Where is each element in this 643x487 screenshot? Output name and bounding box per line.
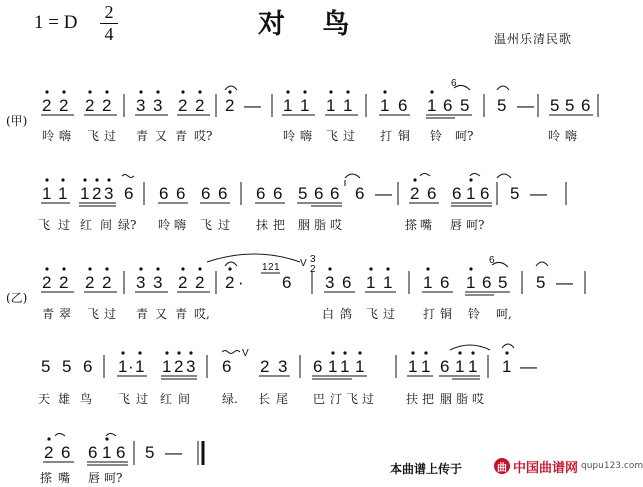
svg-text:青: 青 <box>136 307 149 321</box>
svg-text:过: 过 <box>136 392 149 406</box>
svg-text:6: 6 <box>398 96 408 115</box>
svg-text:V: V <box>300 258 307 269</box>
slur-row-3 <box>207 254 300 262</box>
svg-text:1: 1 <box>328 357 338 376</box>
svg-text:6: 6 <box>124 184 134 203</box>
svg-text:2: 2 <box>260 357 270 376</box>
svg-text:脂: 脂 <box>456 392 469 406</box>
svg-text:2: 2 <box>59 273 69 292</box>
svg-text:1: 1 <box>326 96 336 115</box>
trill-row-2 <box>122 175 134 178</box>
svg-text:6: 6 <box>581 96 591 115</box>
octave-dots-row-5 <box>47 437 108 440</box>
svg-text:2: 2 <box>92 184 102 203</box>
svg-text:6: 6 <box>314 184 324 203</box>
svg-text:5: 5 <box>62 357 72 376</box>
svg-text:胭: 胭 <box>298 218 311 232</box>
svg-text:1: 1 <box>102 443 112 462</box>
svg-text:3: 3 <box>325 273 335 292</box>
svg-text:飞: 飞 <box>87 307 100 321</box>
svg-text:2: 2 <box>178 273 188 292</box>
svg-text:3: 3 <box>136 96 146 115</box>
svg-text:1: 1 <box>300 96 310 115</box>
system-2 <box>38 174 566 233</box>
svg-text:飞: 飞 <box>200 218 213 232</box>
svg-text:—: — <box>520 357 537 376</box>
svg-text:间: 间 <box>178 392 191 406</box>
svg-text:5: 5 <box>497 96 507 115</box>
notes-row-5 <box>44 443 182 462</box>
svg-text:呤: 呤 <box>283 129 296 143</box>
svg-text:飞: 飞 <box>87 129 100 143</box>
svg-text:汀: 汀 <box>330 392 343 406</box>
svg-text:搽: 搽 <box>40 471 53 485</box>
svg-text:1: 1 <box>423 273 433 292</box>
svg-text:5: 5 <box>145 443 155 462</box>
beams-row-3 <box>41 292 510 295</box>
svg-text:嘴: 嘴 <box>58 471 71 485</box>
svg-text:哎,: 哎, <box>194 307 210 321</box>
lyrics-row-1 <box>42 128 577 143</box>
svg-text:6: 6 <box>443 96 453 115</box>
svg-text:过: 过 <box>58 218 71 232</box>
svg-text:2: 2 <box>195 273 205 292</box>
upload-notice: 本曲谱上传于 <box>390 462 463 476</box>
svg-text:2: 2 <box>59 96 69 115</box>
time-signature-top: 2 <box>104 2 114 22</box>
octave-dots-row-4 <box>121 351 508 354</box>
svg-text:5: 5 <box>298 184 308 203</box>
svg-text:6: 6 <box>452 184 462 203</box>
grace-row-1 <box>451 78 457 89</box>
svg-text:呵?: 呵? <box>104 471 123 485</box>
svg-text:5: 5 <box>41 357 51 376</box>
svg-text:2: 2 <box>85 273 95 292</box>
svg-text:6: 6 <box>222 357 232 376</box>
svg-text:5: 5 <box>565 96 575 115</box>
svg-text:2: 2 <box>310 264 316 275</box>
system-5 <box>40 434 203 486</box>
svg-text:飞: 飞 <box>38 218 51 232</box>
barlines-row-3 <box>124 271 585 294</box>
song-source: 温州乐清民歌 <box>494 32 573 46</box>
svg-text:哎: 哎 <box>472 392 485 406</box>
beams-row-5 <box>43 462 128 465</box>
svg-text:呤: 呤 <box>42 129 55 143</box>
svg-text:呤: 呤 <box>158 218 171 232</box>
part-label-jia: (甲) <box>6 114 28 128</box>
svg-text:1: 1 <box>427 96 437 115</box>
svg-text:青: 青 <box>42 307 55 321</box>
svg-text:尾: 尾 <box>276 392 289 406</box>
svg-text:—: — <box>375 184 392 203</box>
svg-text:V: V <box>242 348 249 359</box>
svg-text:5: 5 <box>510 184 520 203</box>
svg-text:2: 2 <box>44 443 54 462</box>
svg-text:间: 间 <box>100 218 113 232</box>
svg-text:6: 6 <box>489 255 495 266</box>
svg-text:2: 2 <box>225 96 235 115</box>
svg-text:脂: 脂 <box>314 218 327 232</box>
svg-text:6: 6 <box>355 184 365 203</box>
svg-text:6: 6 <box>176 184 186 203</box>
svg-text:3: 3 <box>104 184 114 203</box>
svg-text:6: 6 <box>313 357 323 376</box>
svg-text:打: 打 <box>380 129 393 143</box>
svg-text:6: 6 <box>61 443 71 462</box>
svg-text:1: 1 <box>421 357 431 376</box>
svg-text:铜: 铜 <box>440 307 453 321</box>
svg-text:1: 1 <box>162 357 172 376</box>
svg-text:2: 2 <box>195 96 205 115</box>
svg-text:6: 6 <box>427 184 437 203</box>
qupu-logo-icon: 曲 <box>494 458 510 474</box>
svg-text:哎?: 哎? <box>194 129 213 143</box>
svg-text:白: 白 <box>322 307 335 321</box>
svg-text:搽: 搽 <box>405 218 418 232</box>
svg-text:1: 1 <box>274 262 280 273</box>
svg-text:6: 6 <box>218 184 228 203</box>
svg-text:抹: 抹 <box>256 218 269 232</box>
svg-text:6: 6 <box>440 273 450 292</box>
beams-row-4 <box>117 376 480 379</box>
svg-text:6: 6 <box>342 273 352 292</box>
lyrics-row-5 <box>40 470 122 485</box>
svg-text:6: 6 <box>88 443 98 462</box>
svg-text:1: 1 <box>58 184 68 203</box>
svg-text:6: 6 <box>201 184 211 203</box>
svg-text:1: 1 <box>383 273 393 292</box>
svg-text:1: 1 <box>118 357 128 376</box>
time-signature-bottom: 4 <box>100 23 118 45</box>
svg-text:—: — <box>244 96 261 115</box>
svg-text:把: 把 <box>422 392 435 406</box>
svg-text:嗨: 嗨 <box>174 218 187 232</box>
svg-text:2: 2 <box>42 273 52 292</box>
svg-text:1: 1 <box>42 184 52 203</box>
svg-text:1: 1 <box>366 273 376 292</box>
svg-text:又: 又 <box>155 307 168 321</box>
svg-text:青: 青 <box>175 129 188 143</box>
svg-text:过: 过 <box>104 307 117 321</box>
svg-text:鸟: 鸟 <box>80 392 93 406</box>
key-signature: 1 = D <box>34 12 78 33</box>
svg-text:青: 青 <box>136 129 149 143</box>
svg-text:1: 1 <box>262 262 268 273</box>
svg-text:3: 3 <box>136 273 146 292</box>
svg-text:飞: 飞 <box>326 129 339 143</box>
svg-text:雄: 雄 <box>58 392 71 406</box>
svg-text:2: 2 <box>102 96 112 115</box>
system-3 <box>6 254 585 321</box>
part-label-yi: (乙) <box>6 291 28 305</box>
svg-text:过: 过 <box>383 307 396 321</box>
system-1 <box>6 78 598 143</box>
svg-text:—: — <box>530 184 547 203</box>
svg-text:呵?: 呵? <box>466 218 485 232</box>
octave-dots-row-3 <box>45 267 472 270</box>
svg-text:绿?: 绿? <box>118 218 137 232</box>
octave-dots-row-2 <box>45 178 472 181</box>
svg-text:胭: 胭 <box>440 392 453 406</box>
svg-text:2: 2 <box>102 273 112 292</box>
svg-text:1: 1 <box>468 357 478 376</box>
svg-text:—: — <box>165 443 182 462</box>
svg-text:长: 长 <box>258 392 271 406</box>
svg-text:唇: 唇 <box>450 218 463 232</box>
notes-row-3 <box>42 273 573 292</box>
svg-text:绿.: 绿. <box>222 392 238 406</box>
svg-text:5: 5 <box>550 96 560 115</box>
svg-text:2: 2 <box>268 262 274 273</box>
octave-dots-row-1 <box>45 90 433 93</box>
svg-text:又: 又 <box>155 129 168 143</box>
svg-text:5: 5 <box>536 273 546 292</box>
svg-text:呵?: 呵? <box>455 129 474 143</box>
svg-text:青: 青 <box>175 307 188 321</box>
svg-text:1: 1 <box>502 357 512 376</box>
svg-text:唇: 唇 <box>88 471 101 485</box>
svg-text:嗨: 嗨 <box>59 129 72 143</box>
svg-text:1: 1 <box>283 96 293 115</box>
svg-text:鸽: 鸽 <box>340 307 353 321</box>
svg-text:2: 2 <box>42 96 52 115</box>
svg-text:5: 5 <box>498 273 508 292</box>
svg-text:嗨: 嗨 <box>565 129 578 143</box>
notes-row-2 <box>42 184 547 203</box>
tie-row-2 <box>345 174 360 178</box>
svg-text:3: 3 <box>310 254 316 265</box>
svg-text:飞: 飞 <box>118 392 131 406</box>
svg-text:1: 1 <box>466 184 476 203</box>
svg-text:·: · <box>238 273 244 292</box>
svg-text:1: 1 <box>455 357 465 376</box>
svg-text:1: 1 <box>340 357 350 376</box>
svg-text:嗨: 嗨 <box>300 129 313 143</box>
notes-row-4 <box>41 357 537 376</box>
svg-text:嘴: 嘴 <box>420 218 433 232</box>
svg-text:6: 6 <box>282 273 292 292</box>
svg-text:3: 3 <box>153 96 163 115</box>
svg-text:6: 6 <box>116 443 126 462</box>
svg-text:呵,: 呵, <box>496 307 512 321</box>
svg-text:6: 6 <box>83 357 93 376</box>
lyrics-row-2 <box>38 217 484 232</box>
svg-text:6: 6 <box>330 184 340 203</box>
svg-text:1: 1 <box>343 96 353 115</box>
svg-text:·: · <box>128 357 134 376</box>
svg-text:红: 红 <box>80 218 93 232</box>
system-4 <box>38 344 537 406</box>
site-logo[interactable] <box>494 456 643 476</box>
svg-text:过: 过 <box>104 129 117 143</box>
svg-text:翠: 翠 <box>59 307 72 321</box>
svg-text:呤: 呤 <box>548 129 561 143</box>
lyrics-row-4 <box>38 391 484 406</box>
svg-text:1: 1 <box>355 357 365 376</box>
svg-text:—: — <box>556 273 573 292</box>
page-title: 对 鸟 <box>258 9 364 40</box>
svg-text:铜: 铜 <box>398 129 411 143</box>
svg-text:过: 过 <box>343 129 356 143</box>
site-domain: qupu123.com <box>581 461 643 471</box>
svg-text:6: 6 <box>273 184 283 203</box>
svg-text:—: — <box>517 96 534 115</box>
svg-text:1: 1 <box>380 96 390 115</box>
svg-text:6: 6 <box>482 273 492 292</box>
svg-text:6: 6 <box>480 184 490 203</box>
svg-text:3: 3 <box>153 273 163 292</box>
svg-text:5: 5 <box>460 96 470 115</box>
svg-text:过: 过 <box>218 218 231 232</box>
svg-text:6: 6 <box>440 357 450 376</box>
svg-text:6: 6 <box>159 184 169 203</box>
svg-text:飞: 飞 <box>346 392 359 406</box>
svg-text:打: 打 <box>423 307 436 321</box>
svg-text:红: 红 <box>160 392 173 406</box>
svg-text:过: 过 <box>362 392 375 406</box>
svg-text:扶: 扶 <box>406 392 419 406</box>
svg-text:铃: 铃 <box>468 307 481 321</box>
svg-text:2: 2 <box>85 96 95 115</box>
site-name: 中国曲谱网 <box>513 460 579 476</box>
svg-text:6: 6 <box>451 78 457 89</box>
svg-text:3: 3 <box>278 357 288 376</box>
svg-text:哎: 哎 <box>330 218 343 232</box>
svg-text:2: 2 <box>410 184 420 203</box>
svg-text:2: 2 <box>174 357 184 376</box>
lyrics-row-3 <box>42 306 512 321</box>
svg-text:1: 1 <box>80 184 90 203</box>
svg-text:6: 6 <box>256 184 266 203</box>
svg-text:飞: 飞 <box>366 307 379 321</box>
svg-text:1: 1 <box>408 357 418 376</box>
svg-text:2: 2 <box>225 273 235 292</box>
svg-text:铃: 铃 <box>430 129 443 143</box>
svg-text:2: 2 <box>178 96 188 115</box>
beams-row-2 <box>41 203 492 206</box>
svg-text:3: 3 <box>186 357 196 376</box>
svg-text:巴: 巴 <box>313 392 326 406</box>
svg-text:天: 天 <box>38 392 51 406</box>
svg-text:1: 1 <box>135 357 145 376</box>
svg-text:把: 把 <box>273 218 286 232</box>
svg-text:1: 1 <box>466 273 476 292</box>
